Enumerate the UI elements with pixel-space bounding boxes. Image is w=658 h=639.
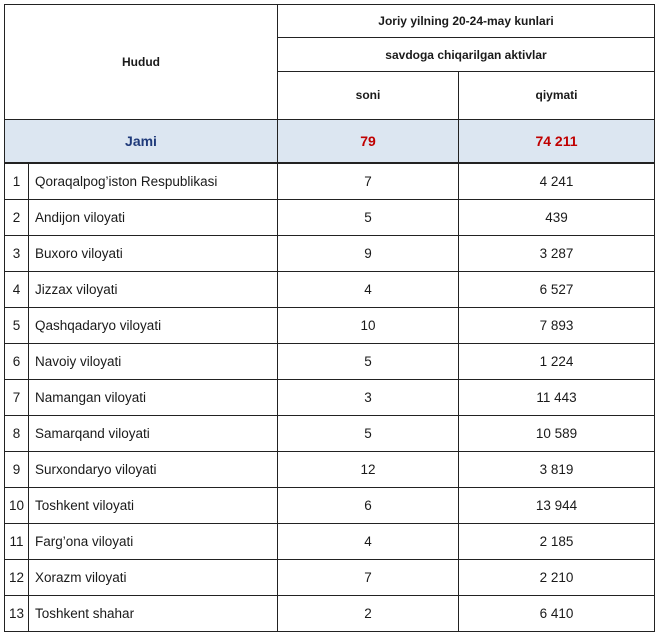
row-number: 13 <box>5 596 29 632</box>
row-number: 11 <box>5 524 29 560</box>
period-header: Joriy yilning 20-24-may kunlari <box>278 5 655 38</box>
asset-count: 2 <box>278 596 459 632</box>
asset-count: 6 <box>278 488 459 524</box>
asset-count: 9 <box>278 236 459 272</box>
row-number: 6 <box>5 344 29 380</box>
asset-value: 439 <box>459 200 655 236</box>
asset-count: 4 <box>278 272 459 308</box>
table-row <box>5 163 655 200</box>
region-name: Surxondaryo viloyati <box>29 452 278 488</box>
asset-count: 5 <box>278 344 459 380</box>
asset-value: 6 410 <box>459 596 655 632</box>
asset-count: 4 <box>278 524 459 560</box>
value-column-header: qiymati <box>459 71 655 119</box>
asset-value: 2 185 <box>459 524 655 560</box>
asset-count: 7 <box>278 560 459 596</box>
region-name: Samarqand viloyati <box>29 416 278 452</box>
regional-assets-table <box>4 4 655 632</box>
asset-value: 3 819 <box>459 452 655 488</box>
table-row <box>5 236 655 272</box>
subtitle-header: savdoga chiqarilgan aktivlar <box>278 38 655 71</box>
asset-value: 2 210 <box>459 560 655 596</box>
asset-value: 1 224 <box>459 344 655 380</box>
table-row <box>5 380 655 416</box>
row-number: 3 <box>5 236 29 272</box>
region-name: Andijon viloyati <box>29 200 278 236</box>
region-name: Toshkent shahar <box>29 596 278 632</box>
asset-value: 3 287 <box>459 236 655 272</box>
region-name: Namangan viloyati <box>29 380 278 416</box>
asset-count: 7 <box>278 163 459 200</box>
region-name: Farg’ona viloyati <box>29 524 278 560</box>
table-row <box>5 596 655 632</box>
total-value: 74 211 <box>459 120 655 164</box>
row-number: 8 <box>5 416 29 452</box>
table-row <box>5 308 655 344</box>
total-count: 79 <box>278 120 459 164</box>
region-rows <box>5 163 655 632</box>
region-header: Hudud <box>5 5 278 120</box>
asset-value: 4 241 <box>459 163 655 200</box>
row-number: 5 <box>5 308 29 344</box>
asset-count: 12 <box>278 452 459 488</box>
asset-value: 11 443 <box>459 380 655 416</box>
asset-count: 3 <box>278 380 459 416</box>
row-number: 4 <box>5 272 29 308</box>
row-number: 10 <box>5 488 29 524</box>
table-row <box>5 452 655 488</box>
table-row <box>5 344 655 380</box>
region-name: Qashqadaryo viloyati <box>29 308 278 344</box>
table-row <box>5 416 655 452</box>
count-column-header: soni <box>278 71 459 119</box>
row-number: 2 <box>5 200 29 236</box>
table-row <box>5 524 655 560</box>
total-row <box>5 120 655 164</box>
region-name: Toshkent viloyati <box>29 488 278 524</box>
asset-value: 6 527 <box>459 272 655 308</box>
table-row <box>5 488 655 524</box>
row-number: 1 <box>5 163 29 200</box>
region-name: Xorazm viloyati <box>29 560 278 596</box>
asset-value: 13 944 <box>459 488 655 524</box>
asset-count: 5 <box>278 200 459 236</box>
region-name: Qoraqalpog’iston Respublikasi <box>29 163 278 200</box>
region-name: Navoiy viloyati <box>29 344 278 380</box>
table-row <box>5 200 655 236</box>
asset-count: 5 <box>278 416 459 452</box>
region-name: Buxoro viloyati <box>29 236 278 272</box>
row-number: 9 <box>5 452 29 488</box>
total-label: Jami <box>5 120 278 164</box>
table-row <box>5 272 655 308</box>
asset-count: 10 <box>278 308 459 344</box>
region-name: Jizzax viloyati <box>29 272 278 308</box>
table-row <box>5 560 655 596</box>
row-number: 7 <box>5 380 29 416</box>
asset-value: 7 893 <box>459 308 655 344</box>
row-number: 12 <box>5 560 29 596</box>
asset-value: 10 589 <box>459 416 655 452</box>
